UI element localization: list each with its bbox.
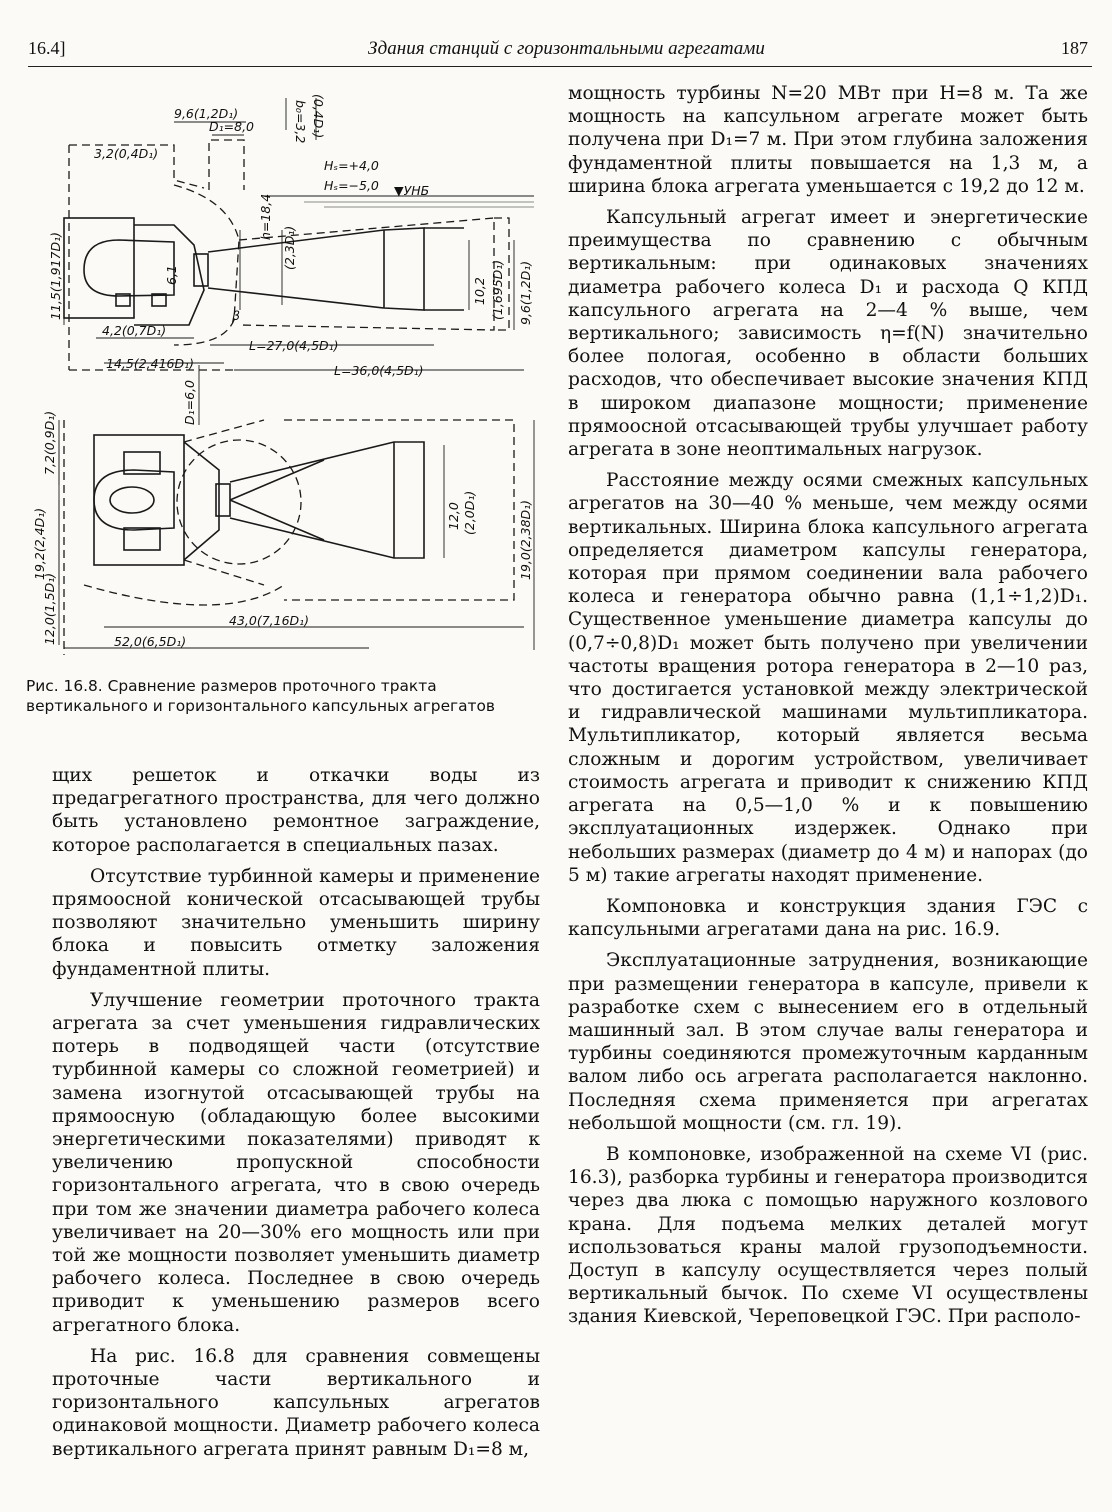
paragraph: Расстояние между осями смежных капсульных агрегатов на 30—40 % меньше, чем между осями вертикальных. Ширина блока капсульного агрегата определяется диаметром капсулы генератора, которая при прямом соединении вала рабочего колеса и генератора обычно равна (1,1÷1,2)D₁. Существенное уменьшение диаметра капсулы до (0,7÷0,8)D₁ может быть получено при увеличении частоты вращения ротора генератора в 2—10 раз, что достигается установкой между электрической и гидравлической машинами мультипликатора. Мультипликатор, который является весьма сложным и дорогим устройством, увеличивает стоимость агрегата и приводит к снижению КПД агрегата на 0,5—1,0 % и к повышению эксплуатационных издержек. Однако при небольших размерах (диаметр до 4 м) и напорах (до 5 м) такие агрегаты находят применение. [568, 470, 1088, 886]
dim-label: 19,2(2,4D₁) [32, 507, 47, 580]
dim-label: 14,5(2,416D₁) [106, 356, 195, 371]
dim-label: 6,1 [164, 265, 179, 285]
dim-label: D₁=6,0 [182, 380, 197, 425]
dim-label: 11,5(1,917D₁) [48, 231, 63, 320]
page-header [28, 34, 1092, 67]
paragraph: Отсутствие турбинной камеры и применение прямоосной конической отсасывающей трубы позволяют значительно уменьшить ширину блока и повысить отметку заложения фундаментной плиты. [52, 865, 540, 980]
dim-label: 4,2(0,7D₁) [102, 323, 167, 338]
dim-label: Hₛ=+4,0 [324, 158, 379, 173]
paragraph: Капсульный агрегат имеет и энергетические преимущества по сравнению с обычным вертикальным: при одинаковых значениях диаметра рабочего колеса D₁ и расхода Q КПД капсульного агрегата на 2—4 % выше, чем вертикального; зависимость η=f(N) значительно более пологая, особенно в области больших расходов, что обеспечивает высокие значения КПД в широком диапазоне мощности; применение прямоосной отсасывающей трубы улучшает работу агрегата в зоне неоптимальных нагрузок. [568, 207, 1088, 461]
paragraph: Эксплуатационные затруднения, возникающие при размещении генератора в капсуле, привели к разработке схем с вынесением его в отдельный машинный зал. В этом случае валы генератора и турбины соединяются промежуточным карданным валом либо ось агрегата располагается наклонно. Последняя схема применяется при агрегатах небольшой мощности (см. гл. 19). [568, 950, 1088, 1134]
dim-label: (0,4D₁) [311, 94, 326, 139]
dim-label: 12,0(1,5D₁) [42, 572, 57, 645]
dim-label: β [232, 308, 240, 323]
dim-label: L=36,0(4,5D₁) [334, 363, 424, 378]
paragraph: щих решеток и откачки воды из предагрегатного пространства, для чего должно быть установлено ремонтное заграждение, которое располагается в специальных пазах. [52, 765, 540, 856]
dim-label: h=18,4 [258, 193, 273, 240]
dim-label: 9,6(1,2D₁) [174, 106, 239, 121]
paragraph: мощность турбины N=20 МВт при H=8 м. Та же мощность на капсульном агрегате может быть получена при D₁=7 м. При этом глубина заложения фундаментной плиты повышается на 1,3 м, а ширина блока агрегата уменьшается с 19,2 до 12 м. [568, 83, 1088, 197]
left-column [52, 764, 540, 1469]
dim-label: 9,6(1,2D₁) [518, 260, 533, 325]
dim-label: L=27,0(4,5D₁) [249, 338, 339, 353]
section-number: 16.4] [28, 38, 66, 58]
paragraph: В компоновке, изображенной на схеме VI (рис. 16.3), разборка турбины и генератора производится через два люка с помощью наружного козлового крана. Для подъема мелких деталей могут использоваться краны малой грузоподъемности. Доступ в капсулу осуществляется через полый вертикальный бычок. По схеме VI осуществлены здания Киевской, Череповецкой ГЭС. При располо- [568, 1143, 1088, 1328]
flow-path-drawing [24, 80, 546, 655]
dim-label: 19,0(2,38D₁) [518, 499, 533, 580]
figure-caption: Рис. 16.8. Сравнение размеров проточного тракта вертикального и горизонтального капсульных агрегатов [26, 677, 496, 715]
dim-label: Hₛ=−5,0 [324, 178, 379, 193]
page-number: 187 [1061, 38, 1088, 58]
dim-label: D₁=8,0 [209, 119, 254, 134]
dim-label: b₀=3,2 [293, 100, 308, 144]
figure-16-8 [24, 80, 546, 655]
dim-label: 12,0 [446, 502, 461, 530]
dim-label: (2,3D₁) [282, 225, 297, 270]
dim-label: 10,2 [472, 277, 487, 305]
running-title: Здания станций с горизонтальными агрегатами [368, 38, 765, 59]
right-column [568, 82, 1088, 1337]
dim-label: (1,695D₁) [490, 259, 505, 320]
dim-label: 7,2(0,9D₁) [42, 410, 57, 475]
dim-label: (2,0D₁) [462, 490, 477, 535]
dim-label: ▼УНБ [394, 183, 430, 198]
dim-label: 52,0(6,5D₁) [114, 634, 187, 649]
paragraph: На рис. 16.8 для сравнения совмещены проточные части вертикального и горизонтального капсульных агрегатов одинаковой мощности. Диаметр рабочего колеса вертикального агрегата принят равным D₁=8 м, [52, 1345, 540, 1460]
dim-label: 43,0(7,16D₁) [229, 613, 310, 628]
paragraph: Улучшение геометрии проточного тракта агрегата за счет уменьшения гидравлических потерь в подводящей части (отсутствие турбинной камеры со сложной геометрией) и замена изогнутой отсасывающей трубы на прямоосную (обладающую более высокими энергетическими показателями) приводят к увеличению пропускной способности горизонтального агрегата, что в свою очередь при том же значении диаметра рабочего колеса увеличивает на 20—30% его мощность или при той же мощности позволяет уменьшить диаметр рабочего колеса. Последнее в свою очередь приводит к уменьшению размеров всего агрегатного блока. [52, 989, 540, 1336]
dim-label: 3,2(0,4D₁) [94, 146, 159, 161]
paragraph: Компоновка и конструкция здания ГЭС с капсульными агрегатами дана на рис. 16.9. [568, 895, 1088, 941]
